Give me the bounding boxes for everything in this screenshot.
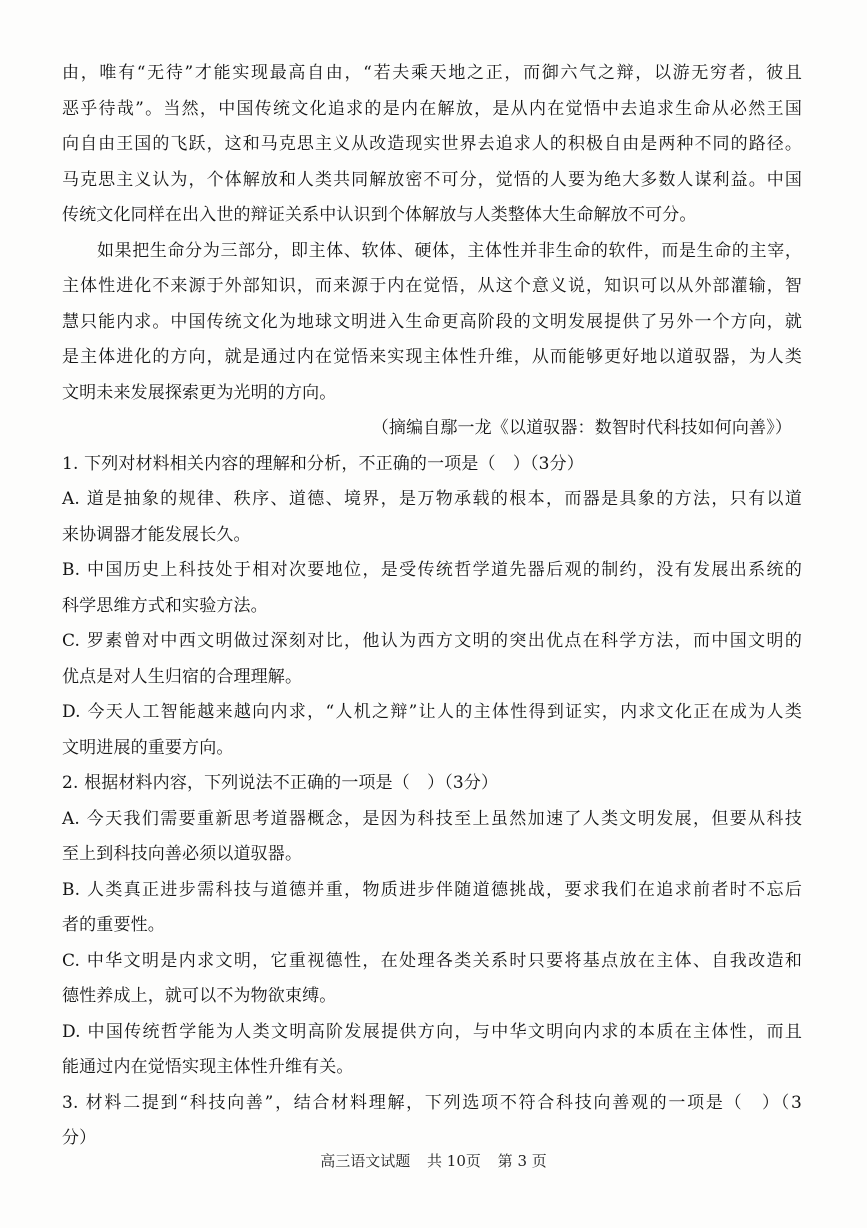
passage-line: 由，唯有“无待”才能实现最高自由，“若夫乘天地之正，而御六气之辩，以游无穷者，彼且 [62, 63, 802, 83]
q2-option-b-cont: 者的重要性。 [62, 915, 165, 935]
passage-line: 慧只能内求。中国传统文化为地球文明进入生命更高阶段的文明发展提供了另外一个方向，就 [62, 311, 802, 332]
passage-line: 主体性进化不来源于外部知识，而来源于内在觉悟，从这个意义说，知识可以从外部灌输，智 [62, 276, 802, 296]
page-footer [0, 1150, 867, 1171]
q1-option-d: D. 今天人工智能越来越向内求，“人机之辩”让人的主体性得到证实，内求文化正在成为人类 [62, 702, 802, 722]
passage-line: 恶乎待哉”。当然，中国传统文化追求的是内在解放，是从内在觉悟中去追求生命从必然王国 [62, 98, 802, 119]
passage-line: 向自由王国的飞跃，这和马克思主义从改造现实世界去追求人的积极自由是两种不同的路径。 [62, 134, 802, 154]
question-2 [62, 766, 802, 1086]
question-1-stem: 1. 下列对材料相关内容的理解和分析，不正确的一项是（ ）（3分） [62, 453, 584, 474]
question-3 [62, 1086, 802, 1157]
footer-page-number: 第 3 页 [497, 1152, 547, 1170]
question-2-stem: 2. 根据材料内容，下列说法不正确的一项是（ ）（3分） [62, 773, 499, 793]
passage-source: （摘编自鄢一龙《以道驭器：数智时代科技如何向善》） [371, 418, 792, 438]
exam-content [62, 56, 802, 1157]
footer-total-pages: 共 10页 [427, 1152, 481, 1170]
q2-option-d-cont: 能通过内在觉悟实现主体性升维有关。 [62, 1057, 354, 1077]
q2-option-c: C. 中华文明是内求文明，它重视德性，在处理各类关系时只要将基点放在主体、自我改造和 [62, 950, 802, 971]
q1-option-d-cont: 文明进展的重要方向。 [62, 737, 234, 758]
q1-option-a-cont: 来协调器才能发展长久。 [62, 524, 251, 545]
passage [62, 56, 802, 447]
passage-line: 传统文化同样在出入世的辩证关系中认识到个体解放与人类整体大生命解放不可分。 [62, 205, 697, 225]
question-3-stem: 3. 材料二提到“科技向善”，结合材料理解，下列选项不符合科技向善观的一项是（ ）（3 [62, 1092, 802, 1113]
passage-line: 是主体进化的方向，就是通过内在觉悟来实现主体性升维，从而能够更好地以道驭器，为人类 [62, 347, 802, 367]
q1-option-b: B. 中国历史上科技处于相对次要地位，是受传统哲学道先器后观的制约，没有发展出系统的 [62, 560, 802, 580]
passage-line: 如果把生命分为三部分，即主体、软体、硬体，主体性并非生命的软件，而是生命的主宰， [97, 240, 802, 261]
footer-title: 高三语文试题 [320, 1152, 411, 1170]
passage-line: 文明未来发展探索更为光明的方向。 [62, 382, 337, 403]
q2-option-c-cont: 德性养成上，就可以不为物欲束缚。 [62, 986, 337, 1006]
q1-option-c: C. 罗素曾对中西文明做过深刻对比，他认为西方文明的突出优点在科学方法，而中国文明的 [62, 631, 802, 651]
question-3-stem-cont: 分） [62, 1128, 97, 1148]
q1-option-c-cont: 优点是对人生归宿的合理理解。 [62, 666, 303, 687]
q1-option-b-cont: 科学思维方式和实验方法。 [62, 595, 268, 616]
passage-line: 马克思主义认为，个体解放和人类共同解放密不可分，觉悟的人要为绝大多数人谋利益。中国 [62, 169, 802, 190]
q1-option-a: A. 道是抽象的规律、秩序、道德、境界，是万物承载的根本，而器是具象的方法，只有以道 [62, 489, 802, 509]
q2-option-a-cont: 至上到科技向善必须以道驭器。 [62, 844, 303, 864]
q2-option-d: D. 中国传统哲学能为人类文明高阶发展提供方向，与中华文明向内求的本质在主体性，而且 [62, 1021, 802, 1042]
q2-option-b: B. 人类真正进步需科技与道德并重，物质进步伴随道德挑战，要求我们在追求前者时不忘后 [62, 879, 802, 900]
question-1 [62, 447, 802, 767]
q2-option-a: A. 今天我们需要重新思考道器概念，是因为科技至上虽然加速了人类文明发展，但要从科技 [62, 808, 802, 829]
